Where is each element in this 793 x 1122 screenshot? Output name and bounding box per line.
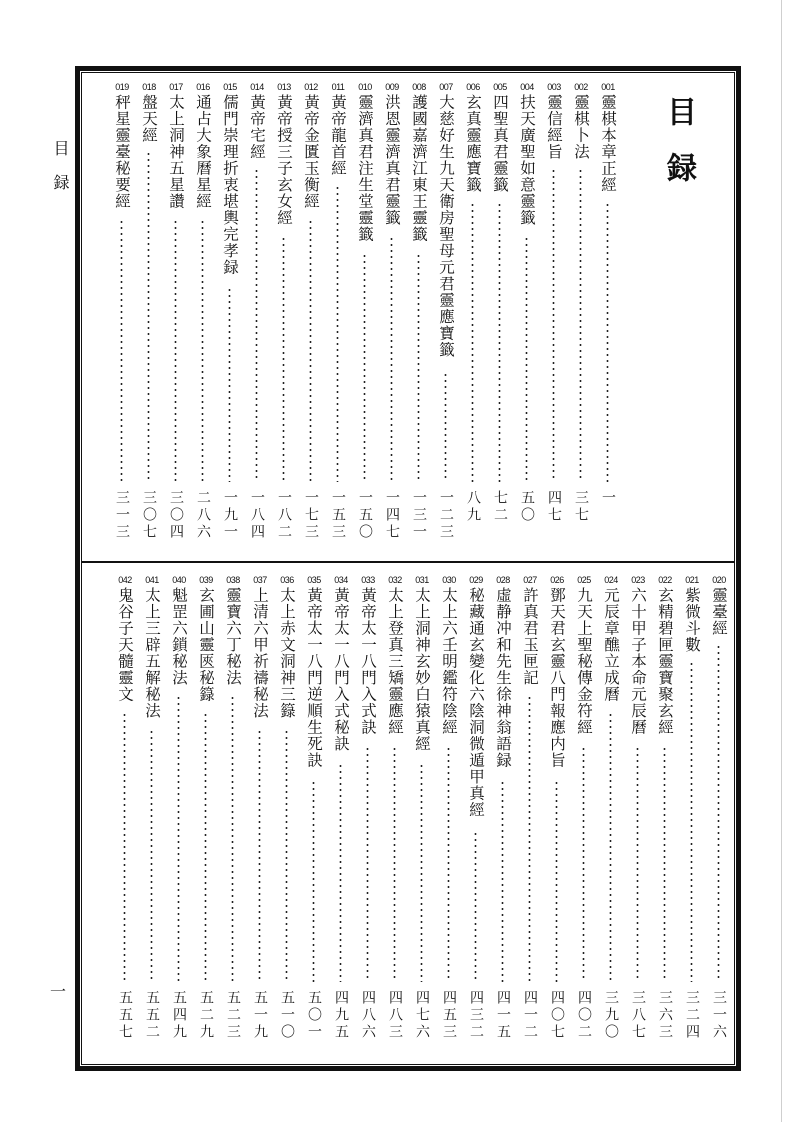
dot-leader [471,202,474,482]
entry-number: 021 [685,575,699,585]
entry-page-number: 四九五 [333,990,349,1041]
entry-title: 黃帝授三子玄女經 [275,94,293,226]
entry-page-number: 三一三 [114,490,130,541]
dot-leader [120,219,123,482]
dot-leader [309,219,312,482]
entry-number: 015 [223,82,237,92]
page-number: 一 [49,982,66,1001]
toc-entry [597,82,619,560]
entry-page-number: 一二三 [438,490,454,541]
dot-leader [663,746,666,982]
entry-title: 玄精碧匣靈寶聚玄經 [656,587,674,736]
entry-title: 鄧天君玄靈八門報應内旨 [548,587,566,769]
entry-page-number: 四一五 [495,990,511,1041]
entry-number: 005 [493,82,507,92]
entry-page-number: 五二九 [198,990,214,1041]
entry-number: 008 [412,82,426,92]
entry-number: 034 [334,575,348,585]
dot-leader [582,746,585,982]
dot-leader [336,185,339,482]
entry-title: 玄真靈應寶籤 [464,94,482,193]
toc-title: 目録 [661,96,696,208]
toc-entry [192,82,214,560]
toc-entry [111,82,133,560]
toc-entry [492,575,514,1060]
entry-number: 007 [439,82,453,92]
entry-page-number: 一五三 [330,490,346,541]
entry-title: 太上登真三矯靈應經 [386,587,404,736]
entry-number: 025 [577,575,591,585]
toc-entry [276,575,298,1060]
entry-page-number: 五二三 [225,990,241,1041]
toc-entry [138,82,160,560]
toc-entry [543,82,565,560]
entry-page-number: 三九〇 [603,990,619,1041]
dot-leader [636,746,639,982]
entry-page-number: 一四七 [384,490,400,541]
entry-title: 扶天廣聖如意靈籤 [518,94,536,226]
entry-page-number: 四七六 [414,990,430,1041]
entry-page-number: 五五七 [117,990,133,1041]
dot-leader [312,780,315,982]
entry-number: 004 [520,82,534,92]
toc-entry [654,575,676,1060]
entry-title: 靈濟真君注生堂靈籤 [356,94,374,243]
entry-title: 元辰章醮立成曆 [602,587,620,703]
toc-entry [249,575,271,1060]
entry-page-number: 一七三 [303,490,319,541]
entry-page-number: 一三一 [411,490,427,541]
dot-leader [147,151,150,482]
entry-number: 006 [466,82,480,92]
entry-page-number: 三〇四 [168,490,184,541]
entry-number: 027 [523,575,537,585]
entry-page-number: 四七 [546,490,562,524]
entry-page-number: 四〇二 [576,990,592,1041]
entry-number: 010 [358,82,372,92]
entry-number: 038 [226,575,240,585]
entry-number: 033 [361,575,375,585]
entry-number: 042 [118,575,132,585]
entry-title: 黃帝龍首經 [329,94,347,177]
dot-leader [363,253,366,482]
toc-entry [354,82,376,560]
toc-entry [168,575,190,1060]
entry-title: 黃帝太一八門逆順生死訣 [305,587,323,769]
entry-number: 001 [601,82,615,92]
toc-entry [435,82,457,560]
entry-title: 太上三辟五解秘法 [143,587,161,719]
entry-page-number: 四一二 [522,990,538,1041]
entry-title: 秘藏通玄變化六陰洞微遁甲真經 [467,587,485,818]
dot-leader [255,168,258,482]
entry-number: 023 [631,575,645,585]
entry-page-number: 八九 [465,490,481,524]
entry-number: 020 [712,575,726,585]
entry-page-number: 五一〇 [279,990,295,1041]
entry-title: 紫微斗數 [683,587,701,653]
entry-number: 014 [250,82,264,92]
dot-leader [717,644,720,982]
entry-page-number: 五〇一 [306,990,322,1041]
toc-entry [141,575,163,1060]
entry-page-number: 三八七 [630,990,646,1041]
entry-title: 太上洞神五星讚 [167,94,185,210]
dot-leader [177,695,180,982]
toc-entry [195,575,217,1060]
entry-page-number: 一八二 [276,490,292,541]
toc-entry [681,575,703,1060]
toc-entry [516,82,538,560]
dot-leader [528,695,531,982]
dot-leader [204,712,207,982]
dot-leader [498,202,501,482]
toc-entry [165,82,187,560]
dot-leader [579,168,582,482]
dot-leader [555,780,558,982]
dot-leader [228,287,231,482]
entry-title: 玄圃山靈匧秘籙 [197,587,215,703]
entry-title: 靈棋卜法 [572,94,590,160]
toc-entry [519,575,541,1060]
entry-page-number: 七二 [492,490,508,524]
toc-entry [570,82,592,560]
entry-number: 026 [550,575,564,585]
toc-entry [489,82,511,560]
entry-number: 024 [604,575,618,585]
toc-entry [408,82,430,560]
toc-entry [708,575,730,1060]
entry-number: 040 [172,575,186,585]
entry-number: 011 [331,82,345,92]
toc-entry [330,575,352,1060]
entry-number: 030 [442,575,456,585]
entry-number: 036 [280,575,294,585]
dot-leader [417,253,420,482]
entry-title: 四聖真君靈籤 [491,94,509,193]
dot-leader [285,729,288,982]
entry-page-number: 四五三 [441,990,457,1041]
entry-page-number: 五四九 [171,990,187,1041]
entry-title: 秤星靈臺秘要經 [113,94,131,210]
entry-title: 六十甲子本命元辰曆 [629,587,647,736]
toc-entry [327,82,349,560]
entry-title: 鬼谷子天髓靈文 [116,587,134,703]
entry-page-number: 五一九 [252,990,268,1041]
entry-title: 太上六壬明鑑符陰經 [440,587,458,736]
entry-page-number: 一五〇 [357,490,373,541]
entry-title: 魁罡六鎖秘法 [170,587,188,686]
entry-page-number: 四八六 [360,990,376,1041]
dot-leader [282,236,285,482]
toc-entry [600,575,622,1060]
toc-entry [438,575,460,1060]
entry-number: 031 [415,575,429,585]
entry-title: 黃帝宅經 [248,94,266,160]
entry-page-number: 三二四 [684,990,700,1041]
entry-page-number: 五〇 [519,490,535,524]
entry-number: 018 [142,82,156,92]
toc-entry [465,575,487,1060]
entry-title: 儒門崇理折衷堪輿完孝録 [221,94,239,276]
entry-page-number: 一 [600,490,616,507]
dot-leader [231,695,234,982]
entry-page-number: 一九一 [222,490,238,541]
dot-leader [552,168,555,482]
entry-page-number: 四〇七 [549,990,565,1041]
dot-leader [501,780,504,982]
entry-number: 035 [307,575,321,585]
toc-entry [384,575,406,1060]
entry-title: 黃帝金匱玉衡經 [302,94,320,210]
entry-title: 大慈好生九天衛房聖母元君靈應寶籤 [437,94,455,358]
toc-entry [411,575,433,1060]
entry-title: 通占大象曆星經 [194,94,212,210]
dot-leader [525,236,528,482]
entry-number: 013 [277,82,291,92]
entry-title: 靈臺經 [710,587,728,637]
toc-entry [627,575,649,1060]
toc-entry [222,575,244,1060]
toc-entry [357,575,379,1060]
entry-page-number: 三一六 [711,990,727,1041]
dot-leader [444,372,447,482]
entry-page-number: 一八四 [249,490,265,541]
entry-number: 019 [115,82,129,92]
entry-page-number: 四八三 [387,990,403,1041]
entry-number: 012 [304,82,318,92]
entry-title: 盤天經 [140,94,158,144]
entry-title: 黃帝太一八門入式秘訣 [332,587,350,752]
entry-number: 003 [547,82,561,92]
dot-leader [420,763,423,982]
toc-entry [546,575,568,1060]
page-edge-line [781,0,782,1122]
entry-page-number: 三七 [573,490,589,524]
entry-title: 靈棋本章正經 [599,94,617,193]
dot-leader [339,763,342,982]
entry-title: 九天上聖秘傳金符經 [575,587,593,736]
toc-entry [303,575,325,1060]
dot-leader [390,236,393,482]
entry-title: 太上洞神玄妙白猿真經 [413,587,431,752]
entry-number: 039 [199,575,213,585]
dot-leader [447,746,450,982]
side-label: 目録 [51,140,70,208]
toc-entry [273,82,295,560]
entry-title: 黃帝太一八門入式訣 [359,587,377,736]
toc-entry [381,82,403,560]
entry-page-number: 三六三 [657,990,673,1041]
dot-leader [366,746,369,982]
entry-title: 靈寶六丁秘法 [224,587,242,686]
dot-leader [201,219,204,482]
entry-number: 009 [385,82,399,92]
entry-page-number: 五五二 [144,990,160,1041]
dot-leader [690,661,693,982]
toc-entry [246,82,268,560]
toc-entry [462,82,484,560]
entry-number: 017 [169,82,183,92]
entry-title: 太上赤文洞神三籙 [278,587,296,719]
entry-title: 護國嘉濟江東王靈籤 [410,94,428,243]
entry-number: 022 [658,575,672,585]
entry-number: 016 [196,82,210,92]
dot-leader [393,746,396,982]
section-divider [82,561,734,563]
entry-number: 037 [253,575,267,585]
toc-entry [573,575,595,1060]
entry-number: 032 [388,575,402,585]
toc-entry [114,575,136,1060]
dot-leader [123,712,126,982]
dot-leader [606,202,609,482]
entry-number: 029 [469,575,483,585]
toc-entry [219,82,241,560]
dot-leader [474,831,477,982]
entry-title: 上清六甲祈禱秘法 [251,587,269,719]
entry-title: 虛静冲和先生徐神翁語録 [494,587,512,769]
entry-title: 許真君玉匣記 [521,587,539,686]
entry-number: 041 [145,575,159,585]
entry-title: 靈信經旨 [545,94,563,160]
entry-page-number: 三〇七 [141,490,157,541]
entry-number: 002 [574,82,588,92]
dot-leader [174,219,177,482]
entry-page-number: 二八六 [195,490,211,541]
entry-title: 洪恩靈濟真君靈籤 [383,94,401,226]
dot-leader [150,729,153,982]
toc-entry [300,82,322,560]
entry-number: 028 [496,575,510,585]
entry-page-number: 四三二 [468,990,484,1041]
dot-leader [609,712,612,982]
dot-leader [258,729,261,982]
